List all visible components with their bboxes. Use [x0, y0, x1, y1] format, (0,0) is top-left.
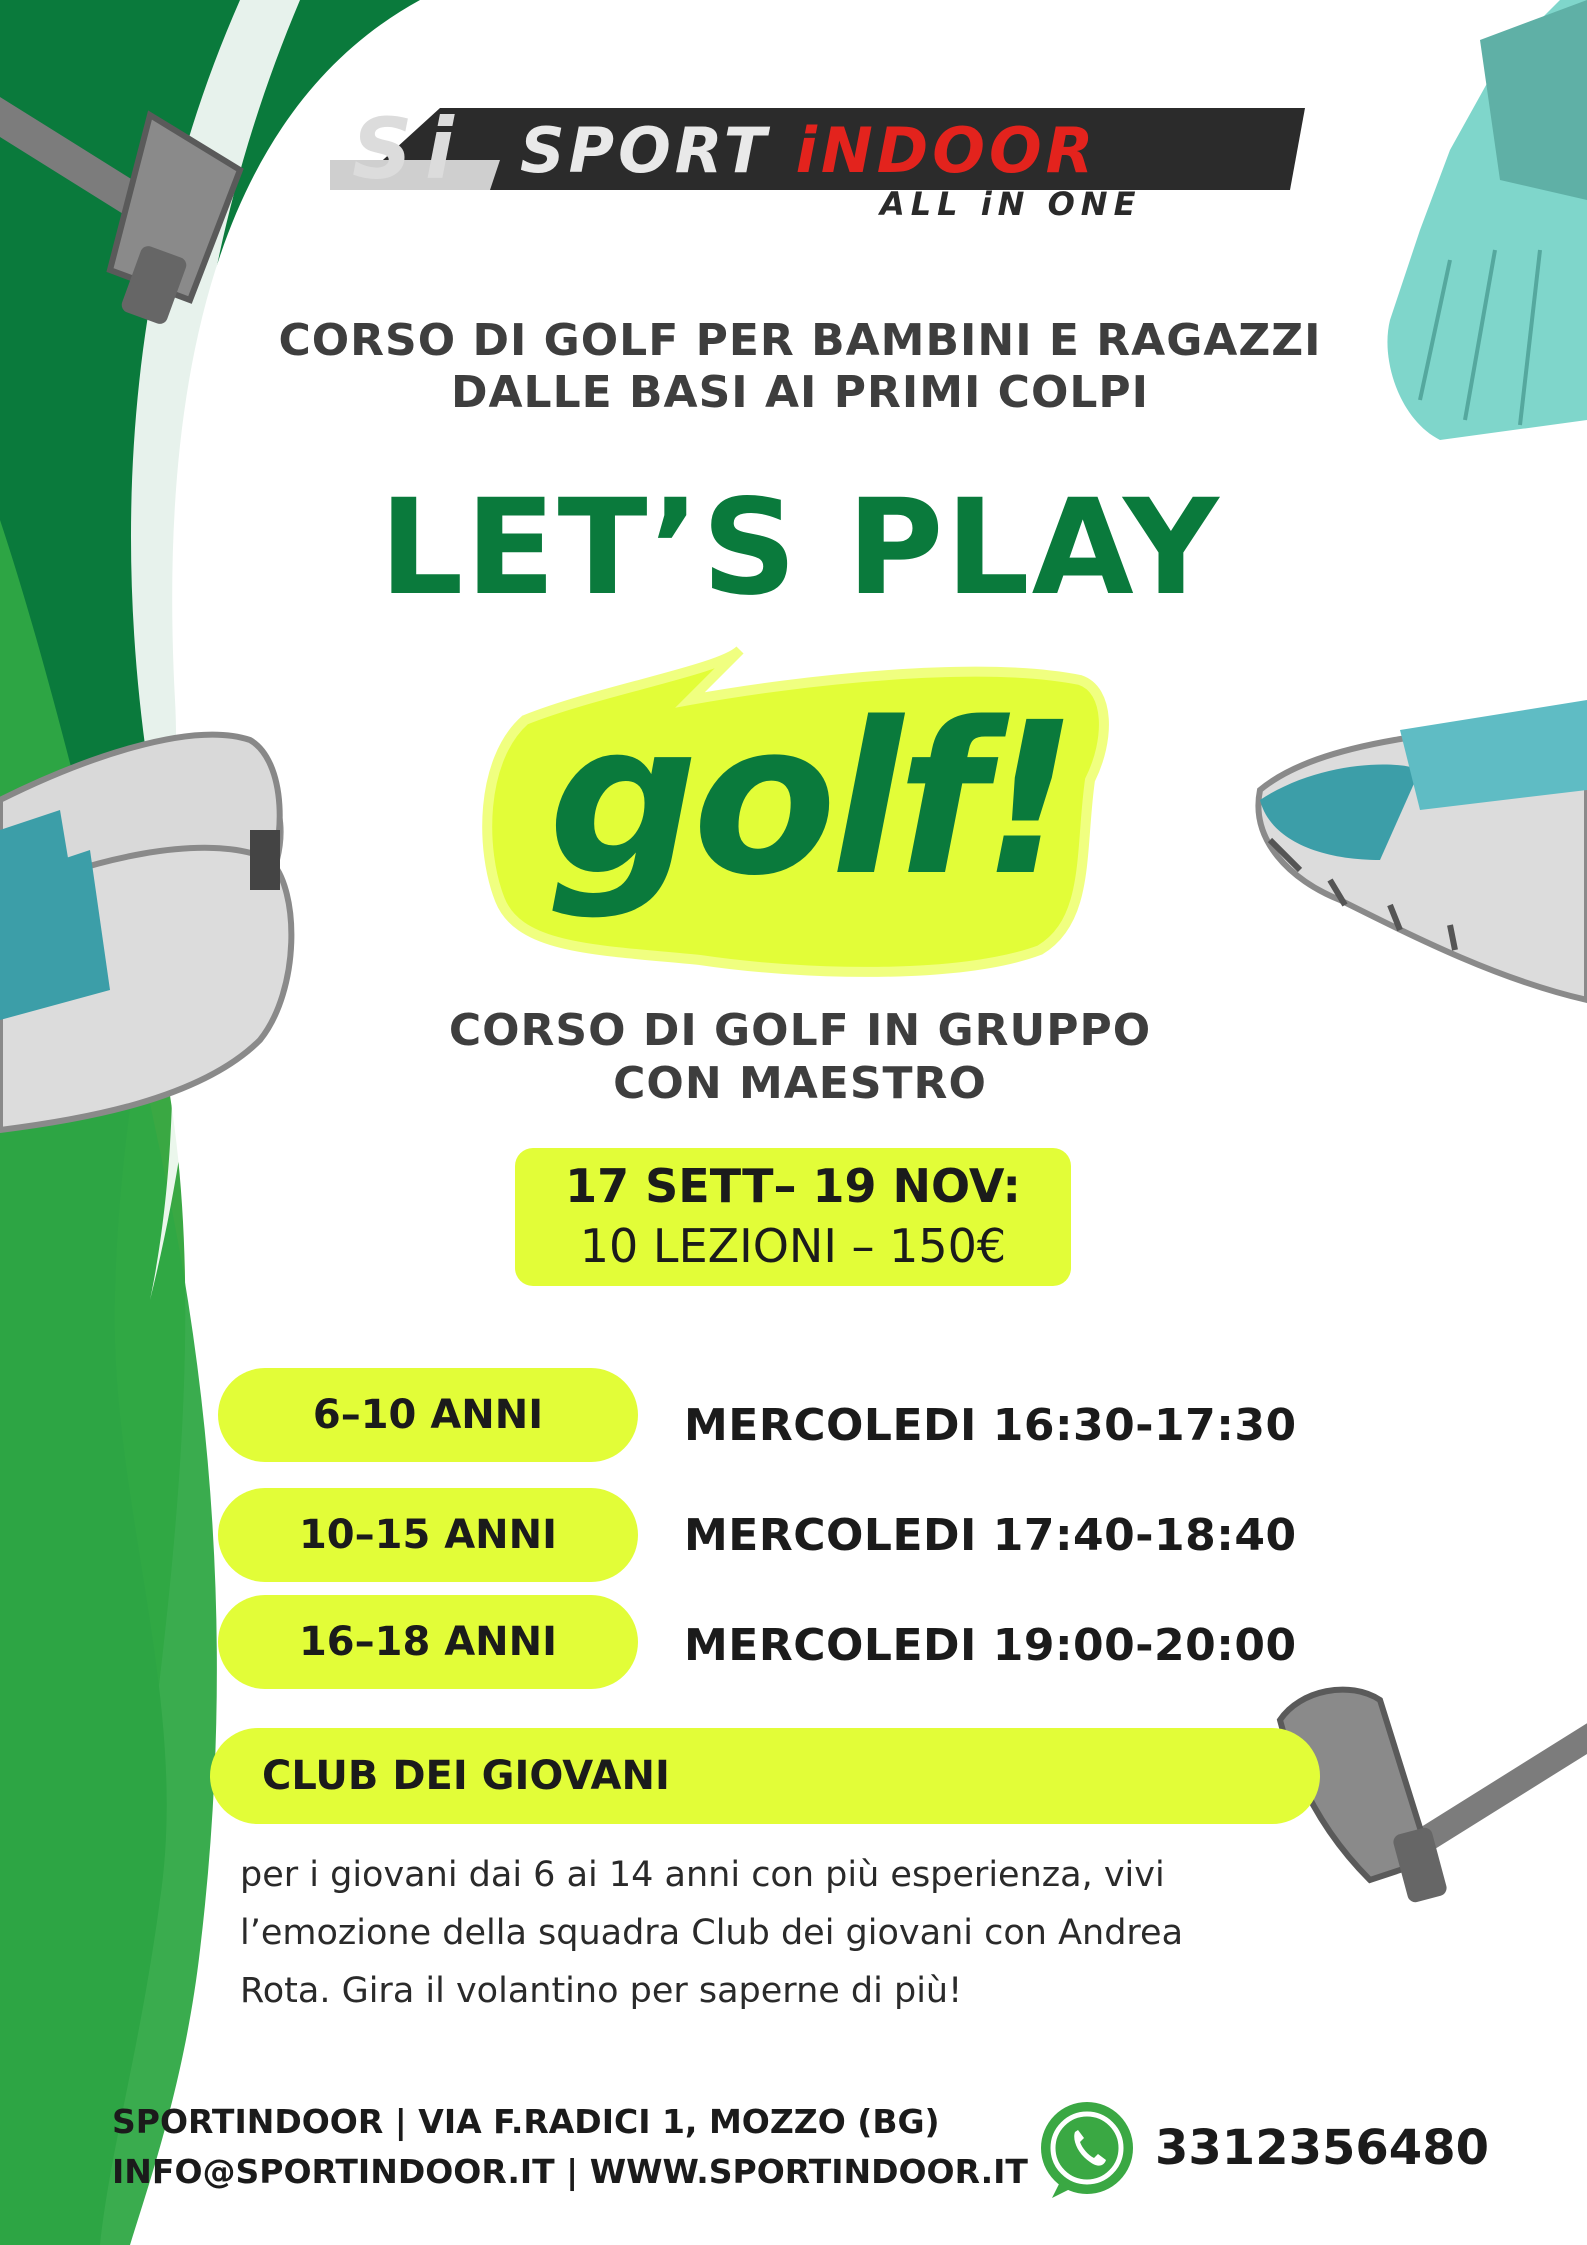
club-title-bar [210, 1728, 1320, 1824]
schedule-time-1: MERCOLEDI 16:30-17:30 [684, 1400, 1297, 1451]
club-description-line3: Rota. Gira il volantino per saperne di più! [240, 1971, 963, 2011]
club-description-line2: l’emozione della squadra Club dei giovani con Andrea [240, 1913, 1184, 1953]
whatsapp-icon [1041, 2102, 1133, 2198]
phone-number: 3312356480 [1155, 2120, 1489, 2176]
subtitle-line1: CORSO DI GOLF PER BAMBINI E RAGAZZI [278, 315, 1322, 366]
logo-brand-indoor: iNDOOR [795, 114, 1098, 187]
schedule-time-2: MERCOLEDI 17:40-18:40 [684, 1510, 1297, 1561]
schedule-time-3: MERCOLEDI 19:00-20:00 [684, 1620, 1297, 1671]
logo-tagline: ALL iN ONE [880, 185, 1142, 223]
golf-shoe-right [1258, 700, 1587, 1000]
logo-brand-sport: SPORT [520, 114, 771, 187]
age-pill-3: 16–18 ANNI [218, 1595, 638, 1689]
date-range: 17 SETT– 19 NOV: [565, 1159, 1021, 1213]
age-pill-2: 10–15 ANNI [218, 1488, 638, 1582]
footer-contacts: INFO@SPORTINDOOR.IT | WWW.SPORTINDOOR.IT [112, 2152, 1028, 2191]
date-details: 10 LEZIONI – 150€ [579, 1219, 1007, 1273]
age-pill-1: 6–10 ANNI [218, 1368, 638, 1462]
svg-text:i: i [425, 108, 454, 190]
svg-text:S: S [352, 108, 413, 190]
subtitle-line2: DALLE BASI AI PRIMI COLPI [450, 367, 1150, 418]
golf-shoes-left [0, 735, 291, 1130]
golf-word: golf! [548, 677, 1072, 922]
brand-logo [330, 108, 1305, 190]
club-description [240, 1846, 1380, 2020]
club-description-line1: per i giovani dai 6 ai 14 anni con più esperienza, vivi [240, 1855, 1165, 1895]
club-title: CLUB DEI GIOVANI [262, 1753, 670, 1799]
group-line2: CON MAESTRO [613, 1058, 987, 1109]
headline: LET’S PLAY [379, 471, 1221, 625]
date-box [515, 1148, 1071, 1286]
footer-address: SPORTINDOOR | VIA F.RADICI 1, MOZZO (BG) [112, 2102, 940, 2141]
group-line1: CORSO DI GOLF IN GRUPPO [448, 1005, 1152, 1056]
golf-glove-top-right [1387, 0, 1587, 440]
